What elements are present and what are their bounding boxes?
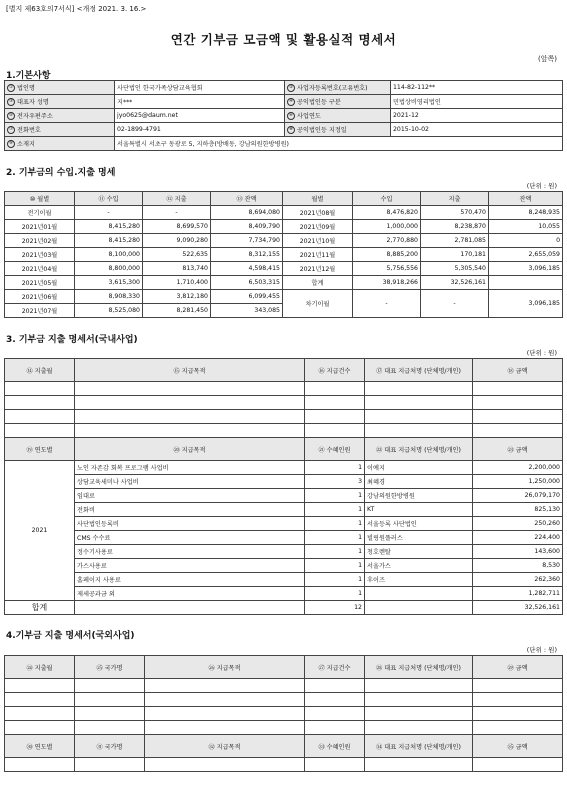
field-label-cell	[5, 109, 115, 123]
balance-cell: 10,055	[489, 220, 563, 234]
field-label: 공익법인등 지정일	[297, 127, 347, 134]
empty-cell	[75, 679, 145, 693]
empty-cell	[145, 758, 305, 772]
expense-row	[5, 587, 563, 601]
empty-cell	[473, 679, 563, 693]
carry-income: -	[353, 290, 421, 318]
info-row	[5, 95, 563, 109]
payee-cell: 서울가스	[365, 559, 473, 573]
empty-cell	[473, 382, 563, 396]
empty-cell	[75, 601, 305, 615]
expense-cell: 570,470	[421, 206, 489, 220]
empty-row	[5, 758, 563, 772]
count-cell: 1	[305, 503, 365, 517]
empty-cell	[75, 707, 145, 721]
count-cell: 3	[305, 475, 365, 489]
balance-cell: 7,734,790	[211, 234, 283, 248]
income-cell: 3,615,300	[75, 276, 143, 290]
field-label-cell	[285, 95, 391, 109]
empty-cell	[75, 410, 305, 424]
month-cell: 2021년03월	[5, 248, 75, 262]
income-cell: -	[75, 206, 143, 220]
empty-cell	[473, 758, 563, 772]
income-cell: 2,770,880	[353, 234, 421, 248]
income-cell: 8,525,080	[75, 304, 143, 318]
column-header: ⑰ 대표 지급처명 (단체명/개인)	[365, 359, 473, 382]
purpose-cell: 상담교육세미나 사업비	[75, 475, 305, 489]
empty-cell	[365, 679, 473, 693]
amount-cell: 2,200,000	[473, 461, 563, 475]
month-cell: 2021년01월	[5, 220, 75, 234]
income-cell: 8,885,200	[353, 248, 421, 262]
income-cell: 8,908,330	[75, 290, 143, 304]
table-header-row	[5, 656, 563, 679]
empty-cell	[305, 758, 365, 772]
empty-cell	[305, 396, 365, 410]
column-header: ⑲ 연도별	[5, 438, 75, 461]
payee-cell: 후이즈	[365, 573, 473, 587]
count-cell: 1	[305, 587, 365, 601]
field-label-cell	[285, 109, 391, 123]
balance-cell: 6,503,315	[211, 276, 283, 290]
column-header: ⑳ 지급목적	[75, 438, 305, 461]
column-header: ㉜ 지급목적	[145, 735, 305, 758]
field-label-cell	[285, 81, 391, 95]
field-label-cell	[5, 123, 115, 137]
empty-cell	[473, 424, 563, 438]
purpose-cell: 홈페이지 사용료	[75, 573, 305, 587]
empty-row	[5, 679, 563, 693]
carry-expense: -	[421, 290, 489, 318]
empty-cell	[305, 424, 365, 438]
field-label-cell	[5, 95, 115, 109]
empty-cell	[75, 721, 145, 735]
balance-cell: 6,099,455	[211, 290, 283, 304]
empty-row	[5, 410, 563, 424]
unit-label: (단위 : 원)	[526, 349, 557, 357]
empty-cell	[5, 693, 75, 707]
payee-cell: 빌링원플러스	[365, 531, 473, 545]
empty-cell	[305, 679, 365, 693]
expense-cell: 8,238,870	[421, 220, 489, 234]
empty-cell	[5, 382, 75, 396]
expense-cell: 813,740	[143, 262, 211, 276]
expense-cell: 170,181	[421, 248, 489, 262]
number-marker: ③	[8, 99, 14, 104]
empty-row	[5, 721, 563, 735]
table-row	[5, 262, 563, 276]
expense-row	[5, 559, 563, 573]
address-row	[5, 137, 563, 151]
field-label: 공익법인등 구분	[297, 99, 341, 106]
month-cell: 전기이월	[5, 206, 75, 220]
amount-cell: 250,260	[473, 517, 563, 531]
field-value: 02-1899-4791	[115, 123, 285, 137]
column-header: ㉓ 금액	[473, 438, 563, 461]
number-marker: ⑤	[8, 113, 14, 118]
amount-cell: 262,360	[473, 573, 563, 587]
overseas-expense-table	[4, 655, 563, 772]
info-row	[5, 81, 563, 95]
empty-cell	[365, 424, 473, 438]
empty-cell	[365, 410, 473, 424]
empty-cell	[365, 693, 473, 707]
expense-row	[5, 545, 563, 559]
column-header: ⑫ 지출	[143, 192, 211, 206]
empty-cell	[5, 410, 75, 424]
expense-row	[5, 503, 563, 517]
month-cell: 2021년12월	[283, 262, 353, 276]
empty-cell	[5, 396, 75, 410]
purpose-cell: 가스사용료	[75, 559, 305, 573]
document-title: 연간 기부금 모금액 및 활용실적 명세서	[170, 32, 397, 47]
field-label: 대표자 성명	[17, 99, 49, 106]
expense-row	[5, 461, 563, 475]
column-header: ㉙ 금액	[473, 656, 563, 679]
column-header: 월별	[283, 192, 353, 206]
balance-cell: 0	[489, 234, 563, 248]
info-row	[5, 123, 563, 137]
balance-cell: 4,598,415	[211, 262, 283, 276]
number-marker: ⑧	[288, 127, 294, 132]
expense-row	[5, 573, 563, 587]
section4-heading: 4.기부금 지출 명세서(국외사업)	[6, 631, 135, 641]
empty-cell	[75, 396, 305, 410]
table-row	[5, 290, 563, 304]
total-label: 합계	[5, 601, 75, 615]
column-header: ㉚ 연도별	[5, 735, 75, 758]
empty-row	[5, 424, 563, 438]
table-row	[5, 248, 563, 262]
count-cell: 1	[305, 573, 365, 587]
empty-cell	[365, 396, 473, 410]
balance-cell: 8,694,080	[211, 206, 283, 220]
domestic-expense-table	[4, 358, 563, 615]
table-row	[5, 206, 563, 220]
empty-cell	[365, 382, 473, 396]
year-cell: 2021	[5, 461, 75, 601]
column-header: ⑬ 잔액	[211, 192, 283, 206]
empty-cell	[473, 707, 563, 721]
empty-cell	[5, 424, 75, 438]
empty-cell	[5, 758, 75, 772]
month-cell: 2021년07월	[5, 304, 75, 318]
column-header: 수입	[353, 192, 421, 206]
basic-info-table	[4, 80, 563, 151]
expense-cell: 522,635	[143, 248, 211, 262]
expense-cell: 1,710,400	[143, 276, 211, 290]
empty-cell	[365, 758, 473, 772]
count-cell: 1	[305, 559, 365, 573]
empty-row	[5, 382, 563, 396]
number-marker: ②	[288, 85, 294, 90]
empty-cell	[75, 382, 305, 396]
field-label: 법인명	[17, 85, 35, 92]
purpose-cell: 임대료	[75, 489, 305, 503]
total-row	[5, 601, 563, 615]
amount-cell: 143,600	[473, 545, 563, 559]
expense-cell: 5,305,540	[421, 262, 489, 276]
empty-cell	[75, 424, 305, 438]
column-header: ㉘ 대표 지급처명 (단체명/개인)	[365, 656, 473, 679]
amount-cell: 8,530	[473, 559, 563, 573]
carry-label: 차기이월	[283, 290, 353, 318]
payee-cell	[365, 587, 473, 601]
column-header: ㉖ 지급목적	[145, 656, 305, 679]
payee-cell: KT	[365, 503, 473, 517]
income-cell: 38,918,266	[353, 276, 421, 290]
expense-row	[5, 531, 563, 545]
carry-balance: 3,096,185	[489, 290, 563, 318]
section2-heading: 2. 기부금의 수입.지출 명세	[6, 168, 116, 178]
info-row	[5, 109, 563, 123]
month-cell: 합계	[283, 276, 353, 290]
payee-cell: 강남의원한방병원	[365, 489, 473, 503]
column-header: ㉝ 수혜인원	[305, 735, 365, 758]
table-header-row	[5, 359, 563, 382]
expense-cell: -	[143, 206, 211, 220]
table-header-row	[5, 438, 563, 461]
payee-cell: 청호렌탈	[365, 545, 473, 559]
expense-cell: 3,812,180	[143, 290, 211, 304]
column-header: ㉛ 국가명	[75, 735, 145, 758]
address-label-cell	[5, 137, 115, 151]
empty-cell	[473, 721, 563, 735]
table-row	[5, 234, 563, 248]
purpose-cell: 제세공과금 외	[75, 587, 305, 601]
empty-cell	[75, 758, 145, 772]
field-value: jyo0625@daum.net	[115, 109, 285, 123]
purpose-cell: 정수기사용료	[75, 545, 305, 559]
expense-cell: 9,090,280	[143, 234, 211, 248]
balance-cell: 2,655,059	[489, 248, 563, 262]
month-cell: 2021년10월	[283, 234, 353, 248]
table-header-row	[5, 735, 563, 758]
month-cell: 2021년02월	[5, 234, 75, 248]
month-cell: 2021년09월	[283, 220, 353, 234]
amount-cell: 224,400	[473, 531, 563, 545]
number-marker: ⑦	[8, 127, 14, 132]
balance-cell: 8,409,790	[211, 220, 283, 234]
empty-cell	[145, 721, 305, 735]
number-marker: ⑨	[8, 141, 14, 146]
balance-cell: 3,096,185	[489, 262, 563, 276]
empty-cell	[473, 410, 563, 424]
expense-row	[5, 489, 563, 503]
count-cell: 1	[305, 489, 365, 503]
count-cell: 1	[305, 531, 365, 545]
column-header: ㉞ 대표 지급처명 (단체명/개인)	[365, 735, 473, 758]
expense-cell: 8,699,570	[143, 220, 211, 234]
count-cell: 1	[305, 461, 365, 475]
month-cell: 2021년08월	[283, 206, 353, 220]
amount-cell: 26,079,170	[473, 489, 563, 503]
count-cell: 1	[305, 517, 365, 531]
column-header: ㉕ 국가명	[75, 656, 145, 679]
total-count: 12	[305, 601, 365, 615]
balance-cell	[489, 276, 563, 290]
income-cell: 8,476,820	[353, 206, 421, 220]
balance-cell: 343,085	[211, 304, 283, 318]
column-header: ㉗ 지급건수	[305, 656, 365, 679]
form-header-note: [별지 제63호의7서식] <개정 2021. 3. 16.>	[6, 5, 147, 13]
column-header: ⑪ 수입	[75, 192, 143, 206]
empty-cell	[145, 693, 305, 707]
purpose-cell: 사단법인등록비	[75, 517, 305, 531]
month-cell: 2021년06월	[5, 290, 75, 304]
column-header: ⑱ 금액	[473, 359, 563, 382]
expense-cell: 2,781,085	[421, 234, 489, 248]
field-value: 114-82-112**	[391, 81, 563, 95]
count-cell: 1	[305, 545, 365, 559]
amount-cell: 1,250,000	[473, 475, 563, 489]
purpose-cell: CMS 수수료	[75, 531, 305, 545]
total-amount: 32,526,161	[473, 601, 563, 615]
column-header: ⑯ 지급건수	[305, 359, 365, 382]
column-header: ⑮ 지급목적	[75, 359, 305, 382]
amount-cell: 825,130	[473, 503, 563, 517]
empty-cell	[473, 693, 563, 707]
payee-cell: 서울등록 사단법인	[365, 517, 473, 531]
field-label: 전자우편주소	[17, 113, 53, 120]
purpose-cell: 전화비	[75, 503, 305, 517]
table-row	[5, 220, 563, 234]
income-cell: 8,800,000	[75, 262, 143, 276]
month-cell: 2021년04월	[5, 262, 75, 276]
empty-cell	[305, 693, 365, 707]
empty-cell	[305, 721, 365, 735]
empty-cell	[365, 721, 473, 735]
field-label-cell	[5, 81, 115, 95]
income-cell: 8,100,000	[75, 248, 143, 262]
empty-row	[5, 707, 563, 721]
column-header: ㉟ 금액	[473, 735, 563, 758]
table-header-row	[5, 192, 563, 206]
income-expense-table	[4, 191, 563, 318]
field-value: 2015-10-02	[391, 123, 563, 137]
empty-cell	[473, 396, 563, 410]
empty-cell	[5, 721, 75, 735]
field-value: 지***	[115, 95, 285, 109]
expense-cell: 32,526,161	[421, 276, 489, 290]
column-header: ⑩ 월별	[5, 192, 75, 206]
column-header: ⑭ 지출월	[5, 359, 75, 382]
column-header: 잔액	[489, 192, 563, 206]
income-cell: 1,000,000	[353, 220, 421, 234]
expense-row	[5, 517, 563, 531]
income-cell: 8,415,280	[75, 234, 143, 248]
number-marker: ①	[8, 85, 14, 90]
empty-cell	[5, 679, 75, 693]
column-header: ㉔ 지출월	[5, 656, 75, 679]
empty-row	[5, 396, 563, 410]
field-label: 사업자등록번호(고유번호)	[297, 85, 368, 92]
field-value: 민법상비영리법인	[391, 95, 563, 109]
empty-cell	[305, 707, 365, 721]
empty-cell	[305, 382, 365, 396]
field-label-cell	[285, 123, 391, 137]
field-label: 전화번호	[17, 127, 41, 134]
income-cell: 8,415,280	[75, 220, 143, 234]
empty-cell	[145, 679, 305, 693]
empty-cell	[305, 410, 365, 424]
table-row	[5, 276, 563, 290]
expense-cell: 8,281,450	[143, 304, 211, 318]
field-value: 2021-12	[391, 109, 563, 123]
empty-cell	[5, 707, 75, 721]
field-label: 사업연도	[297, 113, 321, 120]
field-label: 소재지	[17, 141, 35, 148]
month-cell: 2021년11월	[283, 248, 353, 262]
page-side-note: (앞쪽)	[538, 55, 557, 63]
field-value: 사단법인 한국가족상담교육협회	[115, 81, 285, 95]
empty-cell	[75, 693, 145, 707]
empty-cell	[365, 707, 473, 721]
unit-label: (단위 : 원)	[526, 182, 557, 190]
column-header: 지출	[421, 192, 489, 206]
payee-cell: 최혜경	[365, 475, 473, 489]
column-header: ㉒ 대표 지급처명 (단체명/개인)	[365, 438, 473, 461]
income-cell: 5,756,556	[353, 262, 421, 276]
number-marker: ⑥	[288, 113, 294, 118]
empty-cell	[365, 601, 473, 615]
empty-cell	[145, 707, 305, 721]
number-marker: ④	[288, 99, 294, 104]
column-header: ㉑ 수혜인원	[305, 438, 365, 461]
balance-cell: 8,248,935	[489, 206, 563, 220]
section3-heading: 3. 기부금 지출 명세서(국내사업)	[6, 335, 138, 345]
payee-cell: 이예지	[365, 461, 473, 475]
amount-cell: 1,282,711	[473, 587, 563, 601]
section1-heading: 1.기본사항	[6, 71, 51, 81]
month-cell: 2021년05월	[5, 276, 75, 290]
expense-row	[5, 475, 563, 489]
balance-cell: 8,312,155	[211, 248, 283, 262]
address-value: 서울특별시 서초구 동광로 5, 지하층(방배동, 강남의원한방병원)	[115, 137, 563, 151]
purpose-cell: 노인 자존감 회복 프로그램 사업비	[75, 461, 305, 475]
unit-label: (단위 : 원)	[526, 646, 557, 654]
empty-row	[5, 693, 563, 707]
